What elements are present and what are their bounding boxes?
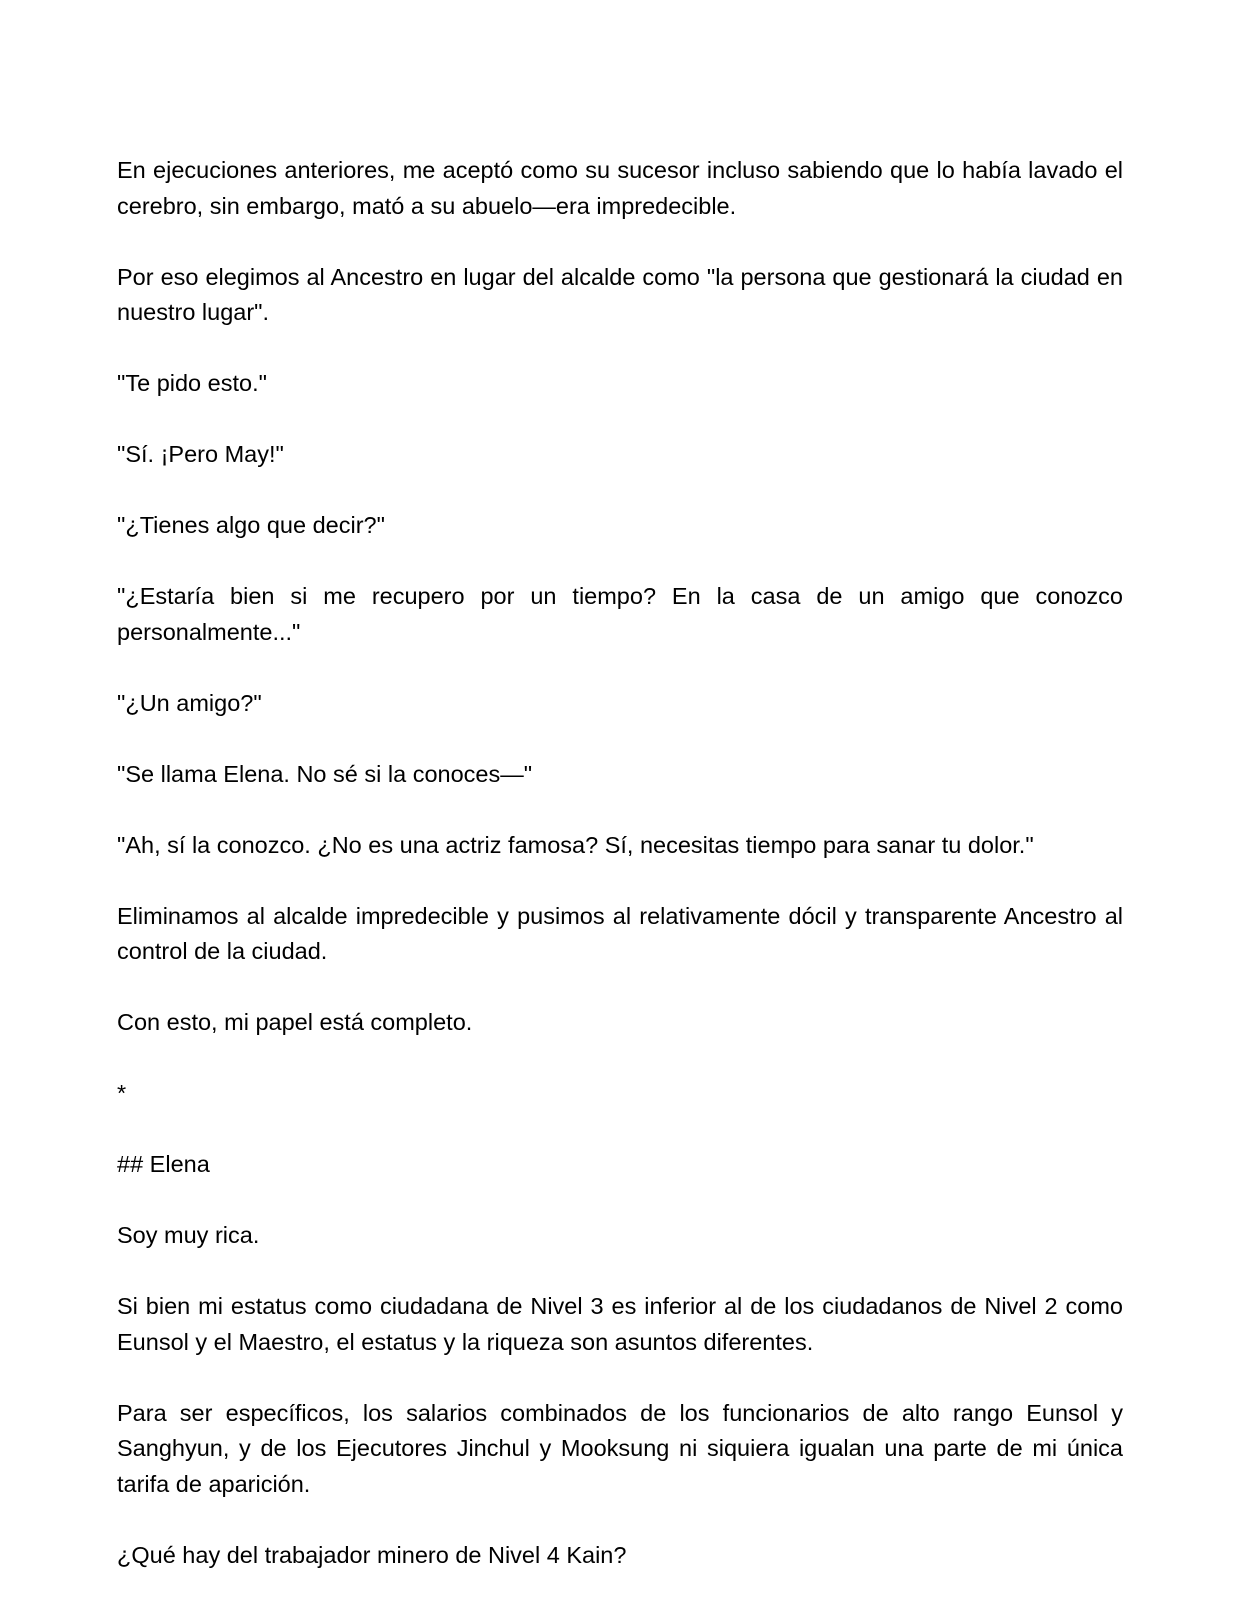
paragraph-previous-runs: En ejecuciones anteriores, me aceptó como su sucesor incluso sabiendo que lo había lavado el cerebro, sin embargo, mató a su abuelo—era impredecible. (117, 157, 1123, 219)
dialogue-line: "¿Un amigo?" (117, 689, 262, 716)
section-heading: ## Elena (117, 1151, 210, 1177)
paragraph-salaries: Para ser específicos, los salarios combinados de los funcionarios de alto rango Eunsol y Sanghyun, y de los Ejecutores Jinchul y Mooksung ni siquiera igualan una parte de mi única tarifa de aparición. (117, 1399, 1123, 1497)
paragraph-ancestor-choice: Por eso elegimos al Ancestro en lugar del alcalde como "la persona que gestionará la ciudad en nuestro lugar". (117, 263, 1123, 325)
dialogue-line: "Te pido esto." (117, 370, 267, 396)
section-separator: * (117, 1080, 127, 1106)
paragraph-status: Si bien mi estatus como ciudadana de Nivel 3 es inferior al de los ciudadanos de Nivel 2 como Eunsol y el Maestro, el estatus y la riqueza son asuntos diferentes. (117, 1293, 1123, 1355)
paragraph-role-complete: Con esto, mi papel está completo. (117, 1009, 473, 1035)
paragraph-rich: Soy muy rica. (117, 1222, 260, 1248)
dialogue-line: "Se llama Elena. No sé si la conoces—" (117, 760, 533, 787)
dialogue-line: "¿Estaría bien si me recupero por un tiempo? En la casa de un amigo que conozco personalmente..." (117, 583, 1123, 645)
dialogue-line: "Sí. ¡Pero May!" (117, 441, 284, 467)
paragraph-mayor-removed: Eliminamos al alcalde impredecible y pusimos al relativamente dócil y transparente Ancestro al control de la ciudad. (117, 902, 1123, 964)
dialogue-line: "Ah, sí la conozco. ¿No es una actriz famosa? Sí, necesitas tiempo para sanar tu dolor." (117, 831, 1034, 858)
paragraph-kain-question: ¿Qué hay del trabajador minero de Nivel 4 Kain? (117, 1541, 627, 1568)
dialogue-line: "¿Tienes algo que decir?" (117, 512, 385, 538)
document-body (117, 153, 1123, 1573)
